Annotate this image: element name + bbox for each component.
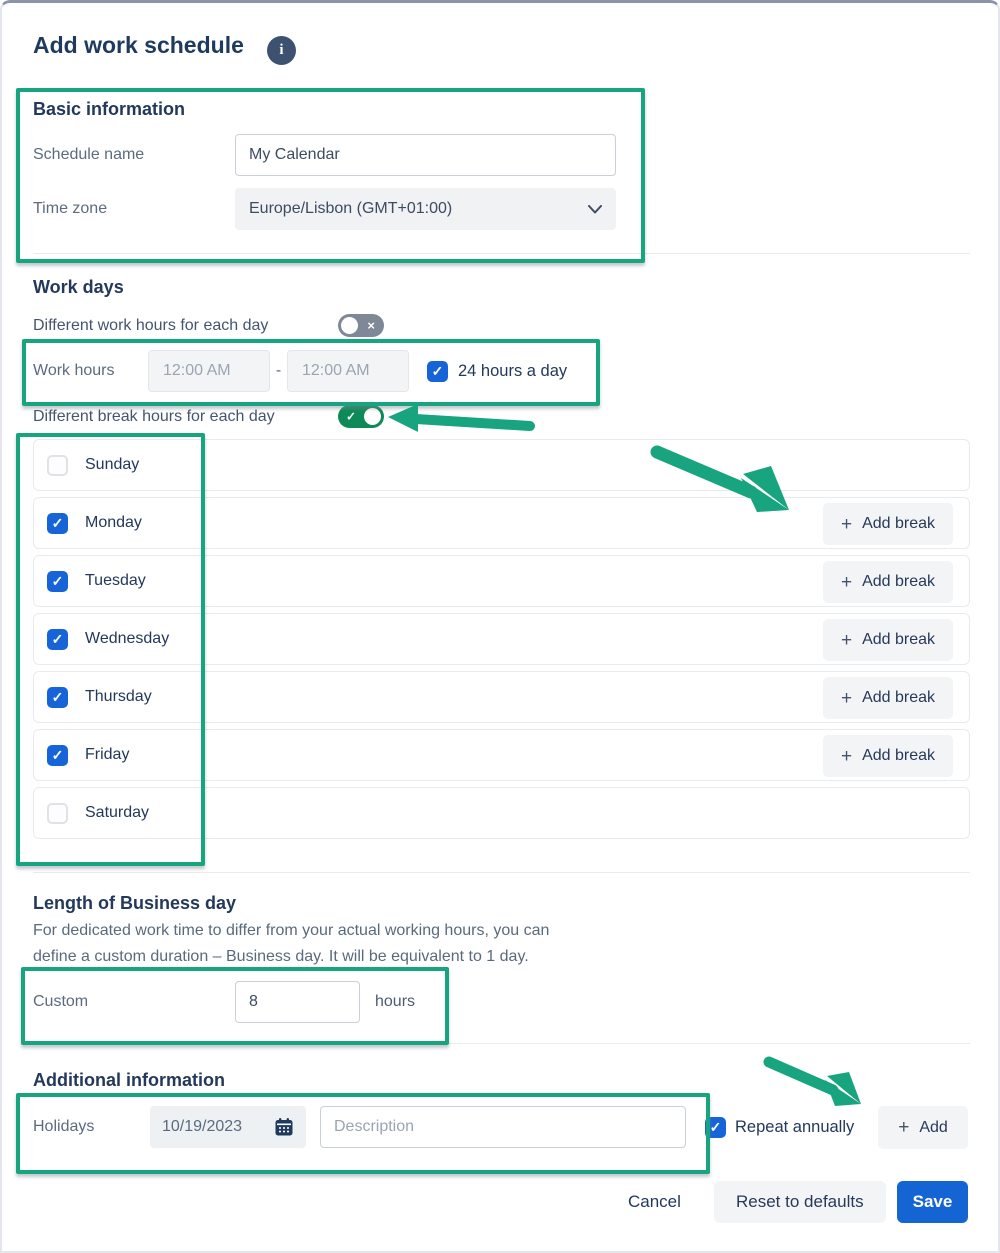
divider bbox=[33, 1043, 970, 1044]
save-button[interactable]: Save bbox=[897, 1181, 968, 1223]
day-checkbox-saturday[interactable] bbox=[47, 803, 68, 824]
page-title: Add work schedule bbox=[33, 32, 244, 58]
day-checkbox-thursday[interactable] bbox=[47, 687, 68, 708]
day-row-wednesday bbox=[33, 613, 970, 665]
timezone-value: Europe/Lisbon (GMT+01:00) bbox=[249, 200, 453, 217]
business-day-description-line1: For dedicated work time to differ from your actual working hours, you can bbox=[33, 922, 550, 939]
day-row-saturday bbox=[33, 787, 970, 839]
holiday-date-picker[interactable] bbox=[150, 1106, 306, 1148]
checkmark-icon: ✓ bbox=[431, 363, 444, 379]
day-label: Sunday bbox=[85, 456, 140, 473]
day-label: Monday bbox=[85, 514, 142, 531]
divider bbox=[33, 872, 970, 873]
holidays-label: Holidays bbox=[33, 1118, 95, 1135]
checkmark-icon: ✓ bbox=[51, 631, 64, 647]
add-break-button-monday[interactable] bbox=[823, 503, 953, 545]
info-icon[interactable]: i bbox=[267, 36, 296, 65]
checkmark-icon: ✓ bbox=[709, 1119, 722, 1135]
day-checkbox-wednesday[interactable] bbox=[47, 629, 68, 650]
add-break-button-label: Add break bbox=[862, 689, 935, 706]
plus-icon: + bbox=[898, 1117, 910, 1138]
different-work-hours-label: Different work hours for each day bbox=[33, 316, 269, 334]
additional-information-heading: Additional information bbox=[33, 1070, 225, 1090]
holiday-description-input[interactable] bbox=[320, 1106, 686, 1148]
day-row-sunday bbox=[33, 439, 970, 491]
toggle-knob bbox=[341, 317, 358, 334]
custom-label: Custom bbox=[33, 993, 89, 1010]
toggle-knob bbox=[364, 408, 381, 425]
calendar-icon bbox=[274, 1117, 294, 1137]
work-hours-label: Work hours bbox=[33, 362, 115, 379]
day-row-friday bbox=[33, 729, 970, 781]
day-row-tuesday bbox=[33, 555, 970, 607]
add-break-button-label: Add break bbox=[862, 747, 935, 764]
day-row-thursday bbox=[33, 671, 970, 723]
add-break-button-wednesday[interactable] bbox=[823, 619, 953, 661]
plus-icon: + bbox=[840, 629, 853, 651]
add-break-button-tuesday[interactable] bbox=[823, 561, 953, 603]
add-break-button-label: Add break bbox=[862, 631, 935, 648]
day-row-monday bbox=[33, 497, 970, 549]
time-range-dash: - bbox=[275, 362, 282, 379]
timezone-label: Time zone bbox=[33, 200, 108, 217]
schedule-name-label: Schedule name bbox=[33, 146, 145, 163]
add-break-button-friday[interactable] bbox=[823, 735, 953, 777]
basic-information-heading: Basic information bbox=[33, 99, 186, 119]
holiday-date-value: 10/19/2023 bbox=[162, 1118, 243, 1135]
plus-icon: + bbox=[840, 571, 853, 593]
business-day-heading: Length of Business day bbox=[33, 893, 237, 913]
x-icon: × bbox=[367, 317, 375, 333]
24-hours-label: 24 hours a day bbox=[458, 361, 568, 380]
day-checkbox-tuesday[interactable] bbox=[47, 571, 68, 592]
day-checkbox-monday[interactable] bbox=[47, 513, 68, 534]
reset-to-defaults-button[interactable]: Reset to defaults bbox=[714, 1181, 886, 1223]
hours-unit-label: hours bbox=[375, 993, 416, 1010]
day-label: Tuesday bbox=[85, 572, 146, 589]
repeat-annually-label: Repeat annually bbox=[735, 1117, 855, 1136]
custom-hours-input[interactable] bbox=[235, 981, 360, 1023]
add-break-button-label: Add break bbox=[862, 573, 935, 590]
plus-icon: + bbox=[840, 687, 853, 709]
day-label: Friday bbox=[85, 746, 130, 763]
add-holiday-button-label: Add bbox=[919, 1118, 948, 1136]
divider bbox=[33, 253, 970, 254]
chevron-down-icon bbox=[588, 205, 602, 214]
day-label: Thursday bbox=[85, 688, 152, 705]
different-break-hours-label: Different break hours for each day bbox=[33, 407, 275, 425]
different-break-hours-toggle[interactable] bbox=[338, 405, 384, 428]
work-hours-start-input[interactable] bbox=[148, 350, 270, 392]
checkmark-icon: ✓ bbox=[51, 747, 64, 763]
business-day-description-line2: define a custom duration – Business day. It will be equivalent to 1 day. bbox=[33, 948, 529, 965]
day-checkbox-sunday[interactable] bbox=[47, 455, 68, 476]
cancel-button[interactable]: Cancel bbox=[618, 1181, 691, 1223]
work-days-list bbox=[33, 439, 970, 845]
check-icon: ✓ bbox=[346, 409, 357, 424]
day-checkbox-friday[interactable] bbox=[47, 745, 68, 766]
repeat-annually-checkbox[interactable] bbox=[705, 1117, 726, 1138]
24-hours-checkbox[interactable] bbox=[427, 361, 448, 382]
work-hours-end-input[interactable] bbox=[287, 350, 409, 392]
add-break-button-label: Add break bbox=[862, 515, 935, 532]
day-label: Saturday bbox=[85, 804, 150, 821]
add-holiday-button[interactable] bbox=[878, 1106, 968, 1149]
checkmark-icon: ✓ bbox=[51, 573, 64, 589]
checkmark-icon: ✓ bbox=[51, 689, 64, 705]
different-work-hours-toggle[interactable] bbox=[338, 314, 384, 337]
schedule-name-input[interactable] bbox=[235, 134, 616, 176]
day-label: Wednesday bbox=[85, 630, 170, 647]
add-break-button-thursday[interactable] bbox=[823, 677, 953, 719]
timezone-select[interactable] bbox=[235, 188, 616, 230]
work-days-heading: Work days bbox=[33, 277, 124, 297]
plus-icon: + bbox=[840, 513, 853, 535]
plus-icon: + bbox=[840, 745, 853, 767]
checkmark-icon: ✓ bbox=[51, 515, 64, 531]
